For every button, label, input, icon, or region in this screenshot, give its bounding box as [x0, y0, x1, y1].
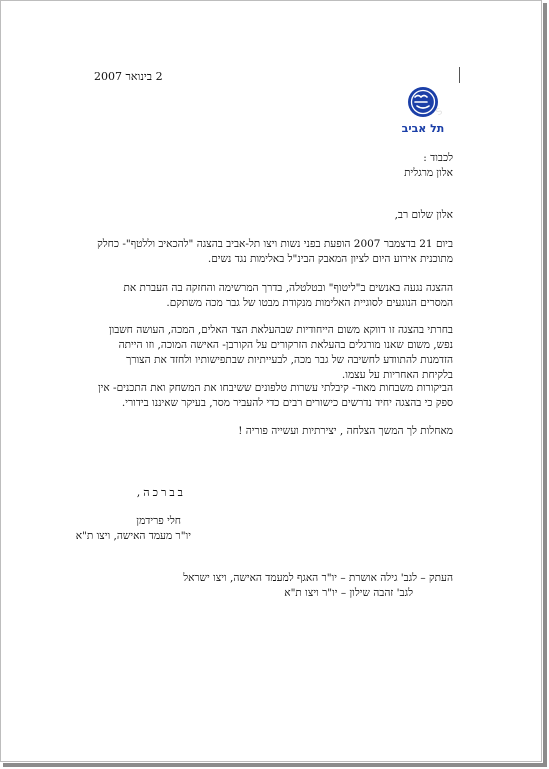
- recipient-prefix: לכבוד :: [423, 152, 453, 164]
- logo-caption: תל אביב: [401, 122, 445, 135]
- paragraph-2: [91, 281, 453, 311]
- page-shadow-right: [543, 3, 547, 765]
- paragraph-line: הזדמנות להתוודע לחשיבה של גבר מכה, לבעייתיות שבתפישותיו ולחזד את הצורך: [126, 354, 453, 366]
- signer-title: יו"ר מעמד האישה, ויצו ת"א: [75, 530, 191, 542]
- paragraph-line: בחרתי בהצגה זו דווקא משום הייחודיות שבהעלאת הצד האלים, המכה, העושה חשבון: [108, 324, 453, 336]
- wizo-logo: [401, 85, 461, 137]
- paragraph-1: [91, 237, 453, 267]
- cc-line-2: לגב' זהבה שילון – יו"ר ויצו ת"א: [284, 587, 413, 599]
- salutation: אלון שלום רב,: [394, 209, 453, 221]
- page-shadow-bottom: [3, 763, 547, 767]
- paragraph-line: המסרים הנוגעים לסוגיית האלימות מנקודת מבטו של גבר מכה משתקם.: [166, 297, 453, 309]
- text-cursor: [459, 67, 460, 83]
- paragraph-line: ספק כי בהצגה יחיד נדרשים כישורים רבים כדי להעביר מסר, בעיקר שאיננו בידורי.: [121, 397, 453, 409]
- recipient-name: אלון מרגלית: [404, 167, 453, 179]
- paragraph-line: נפש, משום שאנו מורגלים בהעלאת הזרקורים על הקורבן- האישה המוכה, וזו הייתה: [118, 339, 453, 351]
- paragraph-line: ביום 21 בדצמבר 2007 הופעת בפני נשות ויצו תל-אביב בהצגה "להכאיב וללטף"- כחלק: [97, 238, 453, 250]
- letter-date: 2 בינואר 2007: [94, 70, 163, 83]
- closing-regards: בברכה,: [136, 486, 186, 499]
- svg-text:S: S: [434, 106, 445, 119]
- paragraph-4: [91, 381, 453, 411]
- paragraph-line: ההצגה נגעה באנשים ב"ליטוף" ובטלטלה, בדרך המרשימה והחזקה בה העברת את: [123, 282, 453, 294]
- closing-wishes: מאחלות לך המשך הצלחה , יצירתיות ועשייה פוריה !: [238, 425, 453, 437]
- paragraph-line: הביקורות משבחות מאוד- קיבלתי עשרות טלפונים ששיבחו את המשחק ואת התכנים- אין: [97, 382, 453, 394]
- cc-line-1: העתק – לגב' גילה אושרת – יו"ר האגף למעמד האישה, ויצו ישראל: [183, 572, 453, 584]
- paragraph-line: בלקיחת האחריות על עצמו.: [341, 369, 453, 381]
- signer-name: חלי פרידמן: [136, 515, 181, 527]
- paragraph-3: [91, 323, 453, 383]
- paragraph-line: מתוכנית אירוע היום לציון המאבק הבינ"ל באלימות נגד נשים.: [207, 253, 453, 265]
